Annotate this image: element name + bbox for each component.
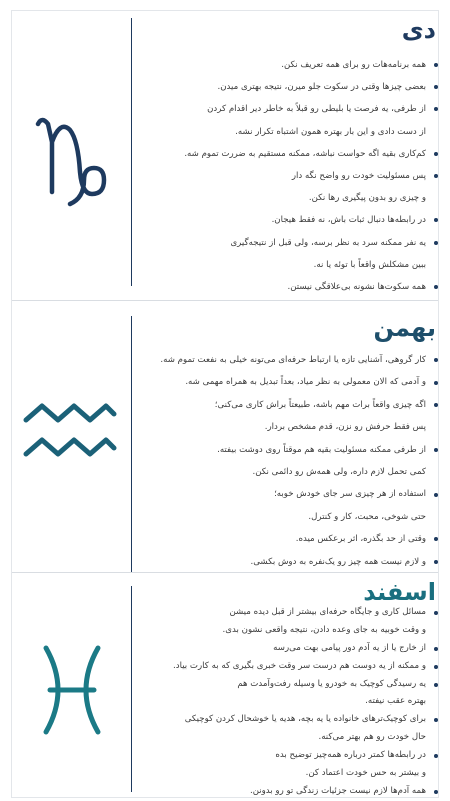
bullet-list (138, 349, 440, 573)
list-item: کم‌کاری بقیه اگه حواست نباشه، ممکنه مستقیم به ضررت تموم شه. (138, 143, 440, 165)
section-divider-line (131, 586, 132, 792)
list-item: از طرفی ممکنه مسئولیت بقیه هم موقتاً روی دوشت بیفته. (138, 439, 440, 461)
list-item: اگه چیزی واقعاً برات مهم باشه، طبیعتاً براش کاری می‌کنی؛ (138, 394, 440, 416)
section-separator (12, 572, 438, 573)
section-title: بهمن (373, 314, 436, 342)
list-item: و چیزی رو بدون پیگیری رها نکن. (308, 193, 426, 204)
pisces-icon (36, 640, 108, 740)
section-divider-line (131, 316, 132, 572)
list-item: وقتی از حد بگذره، اثر برعکس میده. (138, 528, 440, 550)
list-item: مسائل کاری و جایگاه حرفه‌ای بیشتر از قبل دیده میشن (138, 604, 440, 622)
section-divider-line (131, 18, 132, 286)
section-title: اسفند (363, 578, 436, 606)
list-item: حتی شوخی، محبت، کار و کنترل. (308, 511, 426, 522)
list-item: در رابطه‌ها دنبال ثبات باش، نه فقط هیجان. (138, 209, 440, 231)
list-item: ببین مشکلش واقعاً با توئه یا نه. (313, 259, 426, 270)
list-item: استفاده از هر چیزی سر جای خودش خوبه؛ (138, 483, 440, 505)
list-item: همه برنامه‌هات رو برای همه تعریف نکن. (138, 54, 440, 76)
section-title: دی (401, 16, 436, 44)
list-item: کمی تحمل لازم داره، ولی همه‌ش رو دائمی نکن. (252, 466, 426, 477)
list-item: همه سکوت‌ها نشونه بی‌علاقگی نیستن. (138, 276, 440, 298)
list-item: از طرفی، یه فرصت یا بلیطی رو قبلاً به خاطر دیر اقدام کردن (138, 98, 440, 120)
list-item: و لازم نیست همه چیز رو یک‌نفره به دوش بکشی. (138, 551, 440, 573)
list-item: یه نفر ممکنه سرد به نظر برسه، ولی قبل از نتیجه‌گیری (138, 232, 440, 254)
list-item: و وقت خوبیه به جای وعده دادن، نتیجه واقعی نشون بدی. (222, 624, 426, 635)
capricorn-icon (30, 112, 110, 212)
bullet-list (138, 604, 440, 801)
list-item: بعضی چیزها وقتی در سکوت جلو میرن، نتیجه بهتری میدن. (138, 76, 440, 98)
list-item: بهتره عقب نیفته. (365, 696, 426, 707)
section-separator (12, 300, 438, 301)
list-item: برای کوچیک‌ترهای خانواده یا یه بچه، هدیه یا خوشحال کردن کوچیکی (138, 711, 440, 729)
list-item: حال خودت رو هم بهتر می‌کنه. (318, 732, 426, 743)
bullet-list (138, 54, 440, 298)
list-item: پس فقط حرفش رو نزن، قدم مشخص بردار. (264, 422, 426, 433)
list-item: پس مسئولیت خودت رو واضح نگه دار (138, 165, 440, 187)
list-item: یه رسیدگی کوچیک به خودرو یا وسیله رفت‌وآمدت هم (138, 676, 440, 694)
list-item: در رابطه‌ها کمتر درباره همه‌چیز توضیح بده (138, 747, 440, 765)
list-item: و آدمی که الان معمولی به نظر میاد، بعداً تبدیل به همراه مهمی شه. (138, 371, 440, 393)
aquarius-icon (22, 398, 118, 464)
list-item: از دست دادی و این بار بهتره همون اشتباه تکرار نشه. (235, 126, 426, 137)
list-item: همه آدم‌ها لازم نیست جزئیات زندگی تو رو بدونن. (138, 783, 440, 801)
list-item: و بیشتر به حس خودت اعتماد کن. (305, 768, 426, 779)
list-item: از خارج یا از یه آدم دور پیامی بهت می‌رسه (138, 640, 440, 658)
list-item: کار گروهی، آشنایی تازه یا ارتباط حرفه‌ای می‌تونه خیلی به نفعت تموم شه. (138, 349, 440, 371)
list-item: و ممکنه از یه دوست هم درست سر وقت خبری بگیری که به کارت بیاد. (138, 658, 440, 676)
